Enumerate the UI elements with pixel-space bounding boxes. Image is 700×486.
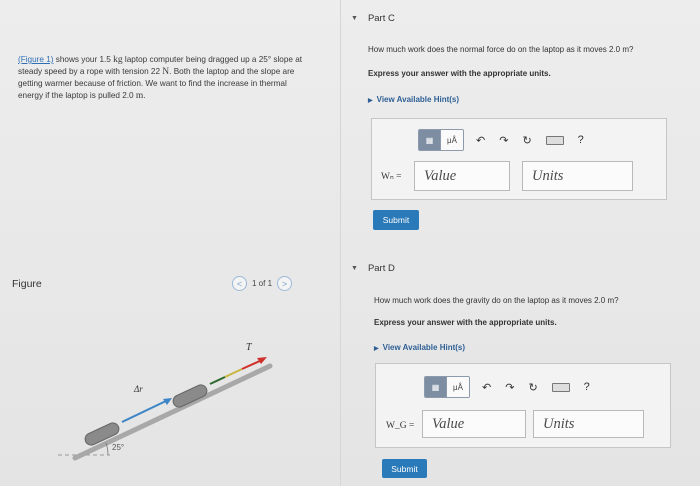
keyboard-icon[interactable] [546,136,564,145]
collapse-triangle-icon: ▼ [351,15,358,22]
fraction-template-icon[interactable]: ▦ [419,130,441,150]
part-d-header[interactable] [351,263,395,274]
part-d-variable: W_G = [386,421,415,431]
hint-triangle-icon: ▶ [368,98,373,104]
redo-icon[interactable]: ↷ [499,134,509,147]
part-c-units-input[interactable]: Units [522,161,633,191]
part-c-question: How much work does the normal force do on the laptop as it moves 2.0 m? [368,45,634,54]
part-c-value-input[interactable]: Value [414,161,510,191]
prev-figure-button[interactable]: < [232,276,247,291]
figure-label: Figure [12,278,42,290]
part-c-instruction: Express your answer with the appropriate units. [368,69,551,78]
part-c-hint-toggle[interactable]: ▶ View Available Hint(s) [368,95,460,104]
units-template-button[interactable]: μÅ [447,377,469,397]
angle-label: 25° [112,443,125,452]
help-icon[interactable]: ? [577,134,584,146]
part-c-submit-button[interactable]: Submit [373,210,419,230]
keyboard-icon[interactable] [552,383,570,392]
part-d-value-input[interactable]: Value [422,410,526,438]
rope-green [210,377,225,384]
part-d-title: Part D [367,263,395,274]
part-d-units-input[interactable]: Units [533,410,644,438]
collapse-triangle-icon: ▼ [351,265,358,272]
part-d-instruction: Express your answer with the appropriate units. [374,318,557,327]
part-d-toolbar [424,376,604,398]
reset-icon[interactable]: ↻ [522,134,532,147]
problem-panel [0,0,340,486]
incline-figure [50,340,290,480]
displacement-label: Δr [134,384,143,394]
figure-pager [232,276,292,291]
rope-yellow [225,369,242,377]
fraction-template-icon[interactable]: ▦ [425,377,447,397]
questions-panel [341,0,700,486]
problem-statement: (Figure 1) shows your 1.5 kg laptop computer being dragged up a 25° slope at steady speed by a rope with tension 22 N. Both the laptop and the slope are getting warmer because of friction. We want to find the increase in thermal energy if the laptop is pulled 2.0 m. [18,55,303,101]
hint-triangle-icon: ▶ [374,346,379,352]
part-d-hint-toggle[interactable]: ▶ View Available Hint(s) [374,343,466,352]
reset-icon[interactable]: ↻ [528,381,538,394]
pager-text: 1 of 1 [252,279,273,288]
redo-icon[interactable]: ↷ [505,381,515,394]
part-c-title: Part C [367,13,395,24]
template-button-group [424,376,470,398]
slope-surface [75,366,270,458]
help-icon[interactable]: ? [583,381,590,393]
figure-link[interactable]: (Figure 1) [18,55,54,64]
part-c-header[interactable] [351,13,395,24]
undo-icon[interactable]: ↶ [476,134,486,147]
part-d-question: How much work does the gravity do on the laptop as it moves 2.0 m? [374,296,619,305]
template-button-group [418,129,464,151]
part-c-toolbar [418,129,598,151]
tension-label: T [246,342,252,353]
part-d-submit-button[interactable]: Submit [382,459,427,478]
part-d-answer-box [375,363,671,448]
part-c-answer-box [371,118,667,200]
undo-icon[interactable]: ↶ [482,381,492,394]
units-template-button[interactable]: μÅ [441,130,463,150]
tension-arrow [242,360,262,369]
part-c-variable: Wₙ = [381,172,402,182]
next-figure-button[interactable]: > [277,276,292,291]
